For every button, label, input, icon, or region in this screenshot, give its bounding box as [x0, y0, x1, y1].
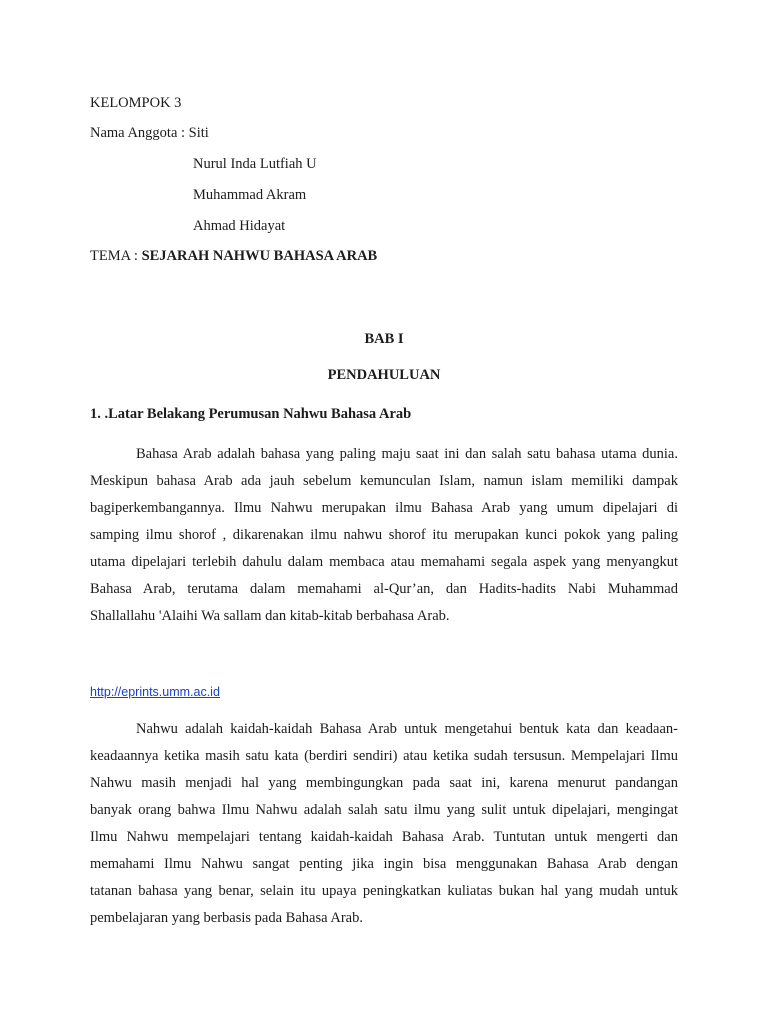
group-label: KELOMPOK 3	[90, 95, 182, 111]
paragraph-background	[90, 441, 678, 630]
paragraph-line: Bahasa Arab adalah bahasa yang paling maju saat ini dan salah satu bahasa utama dunia.	[136, 446, 678, 462]
paragraph-line: Nahwu masih menjadi hal yang membingungkan pada saat ini, karena menurut pandangan	[90, 775, 678, 791]
theme-label: TEMA :	[90, 248, 142, 264]
chapter-number: BAB I	[364, 331, 404, 347]
member-name: Nurul Inda Lutfiah U	[193, 156, 317, 172]
section-title: 1. .Latar Belakang Perumusan Nahwu Bahasa Arab	[90, 406, 412, 422]
members-label: Nama Anggota : Siti	[90, 125, 209, 141]
paragraph-line: Nahwu adalah kaidah-kaidah Bahasa Arab untuk mengetahui bentuk kata dan keadaan-	[136, 721, 678, 737]
chapter-title: PENDAHULUAN	[327, 367, 441, 383]
paragraph-line: Shallallahu 'Alaihi Wa sallam dan kitab-kitab berbahasa Arab.	[90, 608, 450, 624]
source-link[interactable]: http://eprints.umm.ac.id	[90, 685, 220, 699]
paragraph-line: samping ilmu shorof , dikarenakan ilmu nahwu shorof itu merupakan kunci pokok yang paling	[90, 527, 678, 543]
paragraph-line: banyak orang bahwa Ilmu Nahwu adalah salah satu ilmu yang sulit untuk dipelajari, mengingat	[90, 802, 678, 818]
paragraph-definition	[90, 716, 678, 932]
theme-line	[90, 247, 377, 265]
paragraph-line: Meskipun bahasa Arab ada jauh sebelum kemunculan Islam, namun islam memiliki dampak	[90, 473, 678, 489]
paragraph-line: pembelajaran yang berbasis pada Bahasa Arab.	[90, 910, 363, 926]
paragraph-line: bagiperkembangannya. Ilmu Nahwu merupakan ilmu Bahasa Arab yang umum dipelajari di	[90, 500, 678, 516]
paragraph-line: utama dipelajari terlebih dahulu dalam membaca atau memahami segala aspek yang menyangkut	[90, 554, 678, 570]
paragraph-line: tatanan bahasa yang benar, selain itu upaya peningkatkan kuliatas bukan hal yang mudah untuk	[90, 883, 678, 899]
member-name: Ahmad Hidayat	[193, 218, 286, 234]
paragraph-line: Ilmu Nahwu mempelajari tentang kaidah-kaidah Bahasa Arab. Tuntutan untuk mengerti dan	[90, 829, 678, 845]
paragraph-line: memahami Ilmu Nahwu sangat penting jika ingin bisa menggunakan Bahasa Arab dengan	[90, 856, 678, 872]
paragraph-line: keadaannya ketika masih satu kata (berdiri sendiri) atau ketika sudah tersusun. Mempelajari Ilmu	[90, 748, 678, 764]
paragraph-line: Bahasa Arab, terutama dalam memahami al-Qur’an, dan Hadits-hadits Nabi Muhammad	[90, 581, 678, 597]
theme-value: SEJARAH NAHWU BAHASA ARAB	[141, 248, 378, 264]
member-name: Muhammad Akram	[193, 187, 307, 203]
